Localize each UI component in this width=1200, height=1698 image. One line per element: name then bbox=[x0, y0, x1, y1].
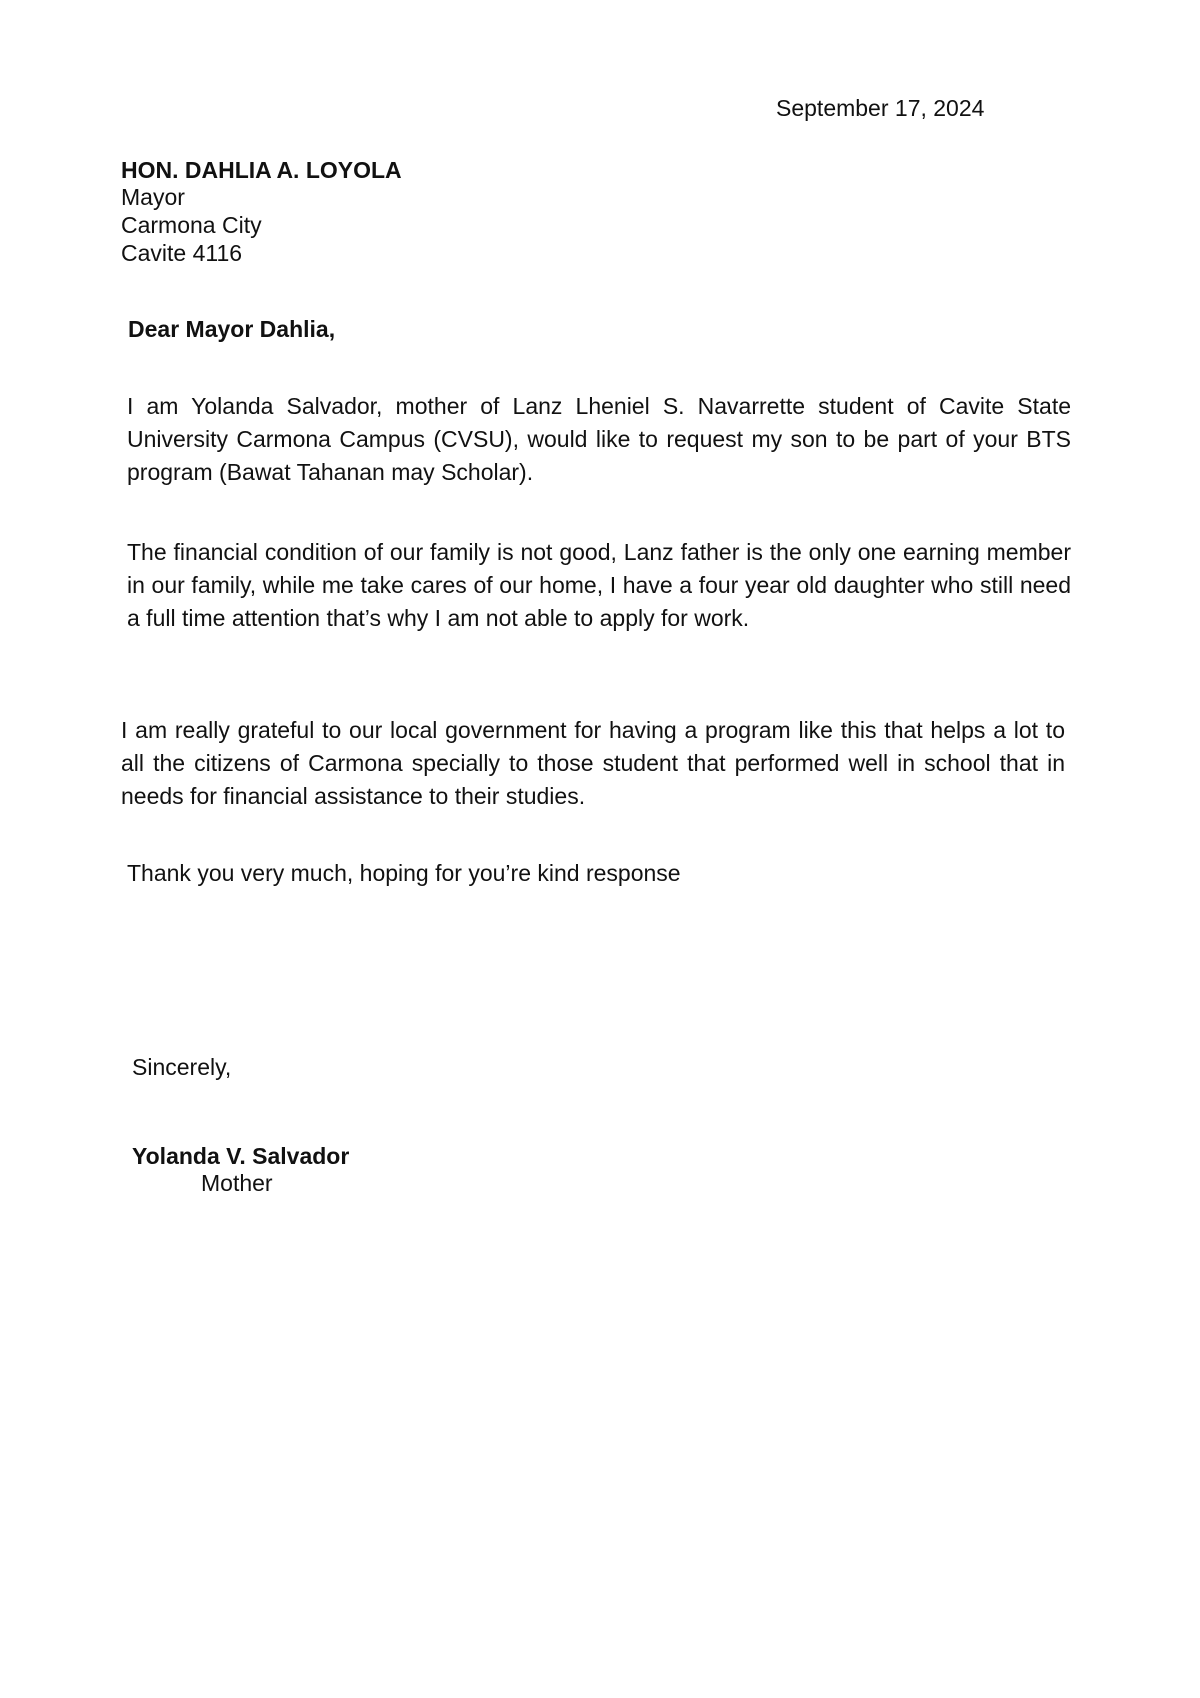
closing: Sincerely, bbox=[132, 1054, 232, 1080]
recipient-city: Carmona City bbox=[121, 212, 262, 238]
signature-name: Yolanda V. Salvador bbox=[132, 1143, 350, 1169]
body-paragraph: I am really grateful to our local government for having a program like this that helps a lot to all the citizens of Carmona specially to those student that performed well in school that in needs for financial assistance to their studies. bbox=[121, 717, 1065, 809]
recipient-title: Mayor bbox=[121, 184, 185, 210]
body-paragraph: The financial condition of our family is not good, Lanz father is the only one earning member in our family, while me take cares of our home, I have a four year old daughter who still need a full time attention that’s why I am not able to apply for work. bbox=[127, 539, 1071, 631]
body-paragraph: I am Yolanda Salvador, mother of Lanz Lheniel S. Navarrette student of Cavite State University Carmona Campus (CVSU), would like to request my son to be part of your BTS program (Bawat Tahanan may Scholar). bbox=[127, 393, 1071, 485]
recipient-name: HON. DAHLIA A. LOYOLA bbox=[121, 157, 402, 183]
letter-date: September 17, 2024 bbox=[776, 95, 985, 121]
recipient-province: Cavite 4116 bbox=[121, 240, 243, 266]
thank-you-line: Thank you very much, hoping for you’re kind response bbox=[127, 860, 681, 886]
salutation: Dear Mayor Dahlia, bbox=[128, 316, 336, 342]
signature-role: Mother bbox=[201, 1170, 273, 1196]
